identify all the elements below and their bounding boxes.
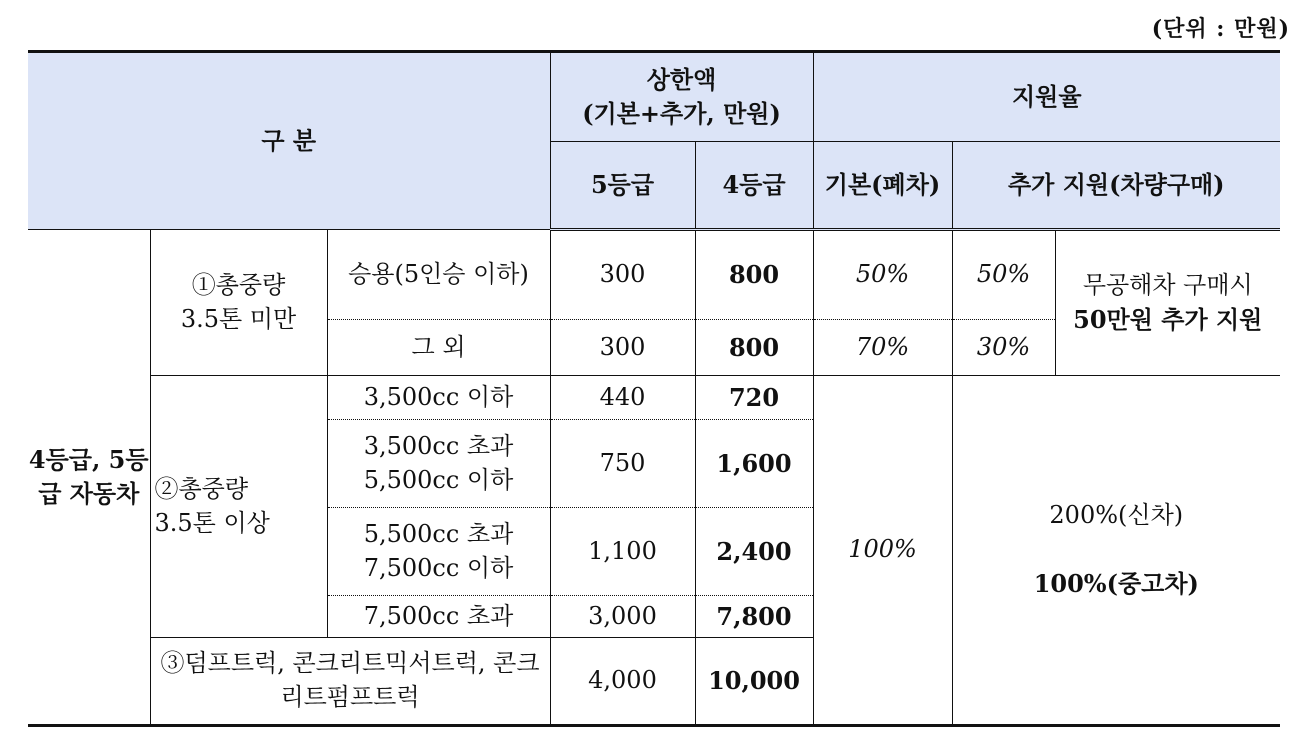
sub1-extra: 30% (952, 320, 1055, 376)
header-rate: 지원율 (813, 52, 1280, 142)
note-bold: 50만원 추가 지원 (1073, 304, 1263, 334)
header-category: 구 분 (28, 52, 550, 230)
group-label: 4등급, 5등급 자동차 (28, 230, 150, 726)
sub2-type: 3,500cc 초과 5,500cc 이하 (327, 420, 550, 508)
sub3-g5: 4,000 (550, 638, 695, 726)
sub1-note (1055, 230, 1280, 376)
sub2-g5: 750 (550, 420, 695, 508)
sub2-g5: 440 (550, 376, 695, 420)
sub1-label: ①총중량 3.5톤 미만 (150, 230, 327, 376)
subsidy-table (28, 50, 1280, 727)
note-plain: 무공해차 구매시 (1082, 270, 1253, 299)
sub1-g4: 800 (695, 230, 813, 320)
sub2-g4: 720 (695, 376, 813, 420)
sub3-label: ③덤프트럭, 콘크리트믹서트럭, 콘크리트펌프트럭 (150, 638, 550, 726)
sub1-basic: 50% (813, 230, 952, 320)
sub2-g4: 2,400 (695, 508, 813, 596)
sub2-g5: 1,100 (550, 508, 695, 596)
sub3-g4: 10,000 (695, 638, 813, 726)
extra-large (952, 376, 1280, 726)
sub2-type: 5,500cc 초과 7,500cc 이하 (327, 508, 550, 596)
header-grade5: 5등급 (550, 142, 695, 230)
sub2-g5: 3,000 (550, 596, 695, 638)
sub1-g5: 300 (550, 230, 695, 320)
sub1-basic: 70% (813, 320, 952, 376)
sub2-g4: 7,800 (695, 596, 813, 638)
extra-used: 100%(중고차) (1033, 569, 1199, 598)
extra-new: 200%(신차) (1049, 501, 1184, 530)
header-grade4: 4등급 (695, 142, 813, 230)
sub1-g5: 300 (550, 320, 695, 376)
sub1-type: 승용(5인승 이하) (327, 230, 550, 320)
sub1-extra: 50% (952, 230, 1055, 320)
sub2-type: 7,500cc 초과 (327, 596, 550, 638)
sub2-g4: 1,600 (695, 420, 813, 508)
header-basic: 기본(폐차) (813, 142, 952, 230)
header-cap: 상한액 (기본+추가, 만원) (550, 52, 813, 142)
sub2-type: 3,500cc 이하 (327, 376, 550, 420)
header-extra: 추가 지원(차량구매) (952, 142, 1280, 230)
unit-label: (단위 : 만원) (1151, 16, 1290, 42)
basic-large: 100% (813, 376, 952, 726)
sub1-g4: 800 (695, 320, 813, 376)
sub2-label: ②총중량 3.5톤 이상 (150, 376, 327, 638)
sub1-type: 그 외 (327, 320, 550, 376)
